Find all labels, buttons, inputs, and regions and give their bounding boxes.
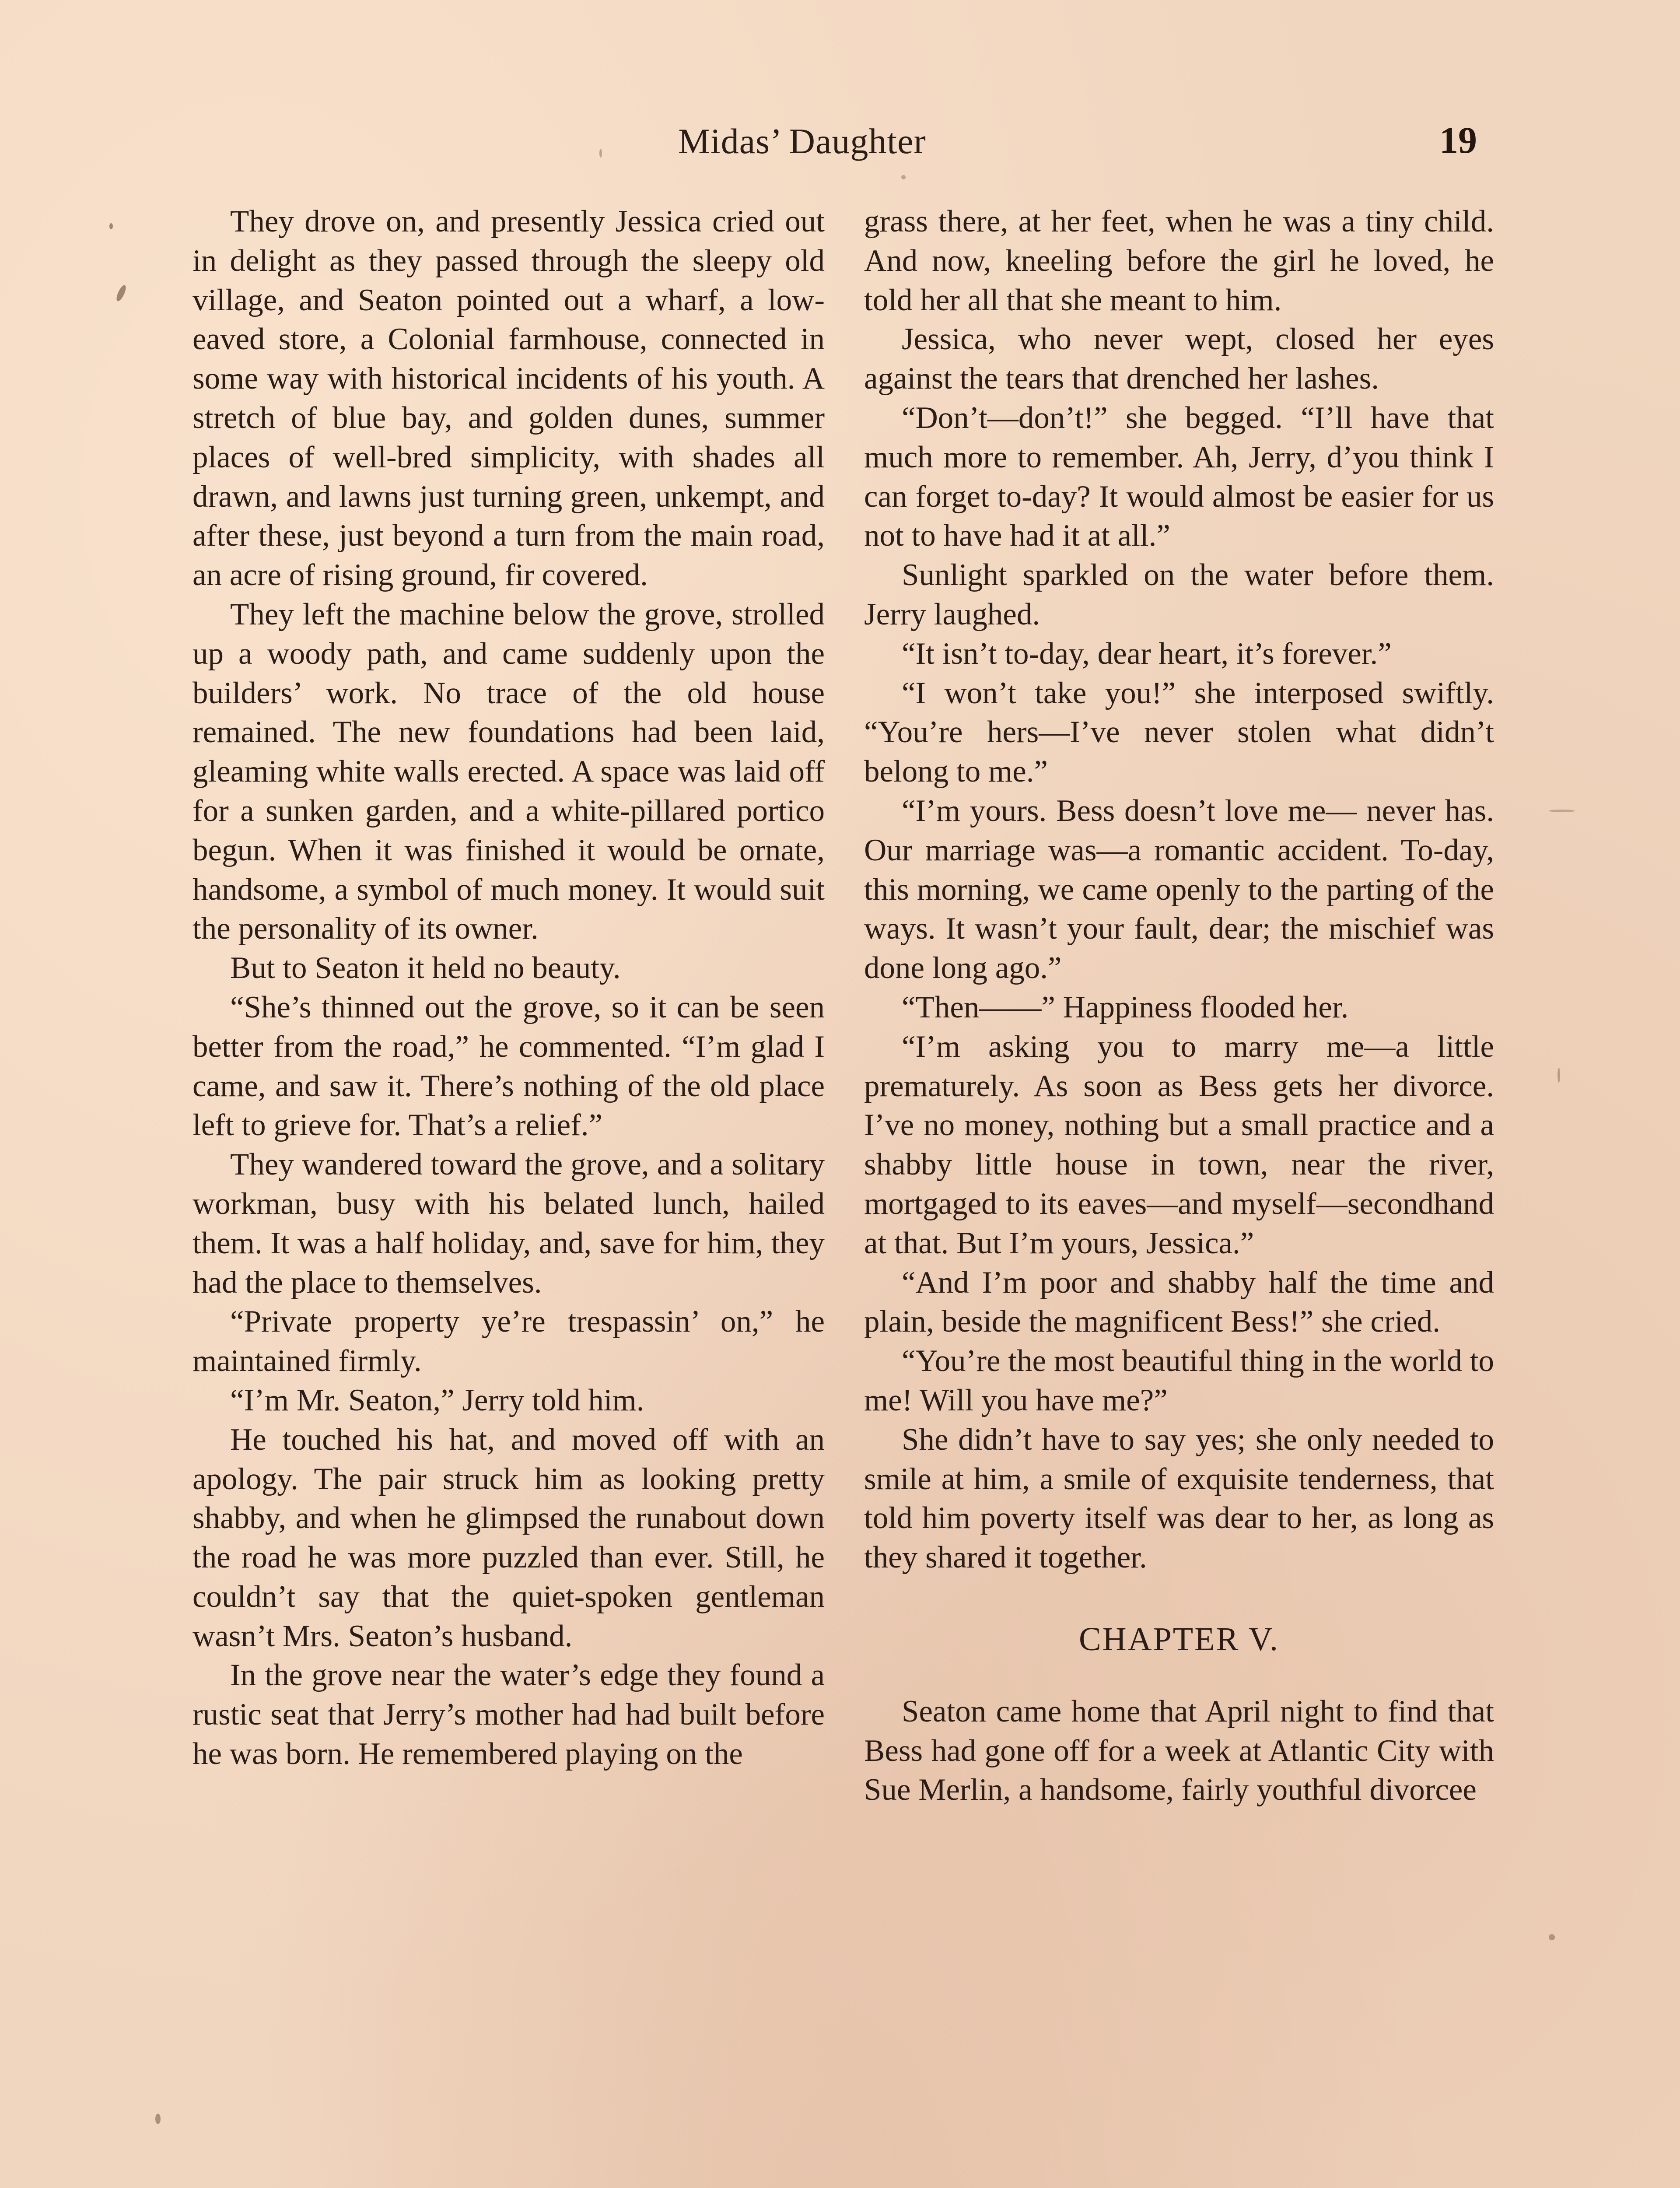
paragraph: But to Seaton it held no beauty. bbox=[230, 951, 621, 985]
paragraph: “And I’m poor and shabby half the time and plain, beside the magnificent Bess!” she cried. bbox=[864, 1265, 1494, 1339]
paragraph: “Private property ye’re trespassin’ on,” he maintained firmly. bbox=[192, 1304, 825, 1378]
paragraph: He touched his hat, and moved off with an apology. The pair struck him as looking pretty shabby, and when he glimpsed the runabout down the road he was more puzzled than ever. Still, he couldn’t say that the quiet-spoken gentleman wasn’t Mrs. Seaton’s husband. bbox=[192, 1422, 825, 1653]
paper-speck bbox=[155, 2114, 161, 2124]
paragraph: “She’s thinned out the grove, so it can be seen better from the road,” he commented. “I’m glad I came, and saw it. There’s nothing of the old place left to grieve for. That’s a relief.” bbox=[192, 990, 825, 1143]
paragraph: Seaton came home that April night to find that Bess had gone off for a week at Atlantic City with Sue Merlin, a handsome, fairly youthful divorcee bbox=[864, 1694, 1494, 1807]
paragraph: They wandered toward the grove, and a solitary workman, busy with his belated lunch, hailed them. It was a half holiday, and, save for him, they had the place to themselves. bbox=[192, 1147, 825, 1300]
paper-speck bbox=[1549, 1934, 1555, 1940]
paragraph: She didn’t have to say yes; she only needed to smile at him, a smile of exquisite tenderness, that told him poverty itself was dear to her, as long as they shared it together. bbox=[864, 1422, 1494, 1575]
paragraph: “I’m Mr. Seaton,” Jerry told him. bbox=[230, 1383, 644, 1417]
paragraph: “You’re the most beautiful thing in the world to me! Will you have me?” bbox=[864, 1344, 1494, 1417]
paragraph: “I’m yours. Bess doesn’t love me— never has. Our marriage was—a romantic accident. To-day, this morning, we came openly to the parting of the ways. It wasn’t your fault, dear; the mischief was done long ago.” bbox=[864, 793, 1494, 985]
paragraph: “It isn’t to-day, dear heart, it’s forever.” bbox=[902, 636, 1392, 671]
paragraph: They left the machine below the grove, strolled up a woody path, and came suddenly upon the builders’ work. No trace of the old house remained. The new foundations had been laid, gleaming white walls erected. A space was laid off for a sunken garden, and a white-pillared portico begun. When it was finished it would be ornate, handsome, a symbol of much money. It would suit the personality of its owner. bbox=[192, 597, 825, 946]
paper-speck bbox=[1558, 1068, 1560, 1083]
paragraph: Jessica, who never wept, closed her eyes against the tears that drenched her lashes. bbox=[864, 322, 1494, 396]
paper-speck bbox=[599, 149, 602, 158]
paragraph: “Then——” Happiness flooded her. bbox=[902, 990, 1349, 1024]
paragraph: They drove on, and presently Jessica cried out in delight as they passed through the sleepy old village, and Seaton pointed out a wharf, a low-eaved store, a Colonial farmhouse, connected in some way with historical incidents of his youth. A stretch of blue bay, and golden dunes, summer places of well-bred simplicity, with shades all drawn, and lawns just turning green, unkempt, and after these, just beyond a turn from the main road, an acre of rising ground, fir covered. bbox=[192, 204, 825, 593]
left-column bbox=[192, 202, 825, 1774]
paragraph-continued: grass there, at her feet, when he was a tiny child. And now, kneeling before the girl he loved, he told her all that she meant to him. bbox=[864, 204, 1494, 317]
page-number: 19 bbox=[1439, 119, 1477, 161]
chapter-heading: CHAPTER V. bbox=[1079, 1620, 1279, 1658]
right-column bbox=[864, 202, 1494, 1810]
running-title: Midas’ Daughter bbox=[678, 121, 926, 161]
paragraph: “Don’t—don’t!” she begged. “I’ll have that much more to remember. Ah, Jerry, d’you think I can forget to-day? It would almost be easier for us not to have had it at all.” bbox=[864, 400, 1494, 553]
paragraph: “I’m asking you to marry me—a little prematurely. As soon as Bess gets her divorce. I’ve no money, nothing but a small practice and a shabby little house in town, near the river, mortgaged to its eaves—and myself—secondhand at that. But I’m yours, Jessica.” bbox=[864, 1029, 1494, 1260]
paper-speck bbox=[1549, 810, 1575, 812]
paragraph: “I won’t take you!” she interposed swiftly. “You’re hers—I’ve never stolen what didn’t belong to me.” bbox=[864, 676, 1494, 789]
paragraph: Sunlight sparkled on the water before them. Jerry laughed. bbox=[864, 558, 1494, 631]
paper-speck bbox=[901, 175, 906, 179]
paper-speck bbox=[115, 284, 128, 302]
paper-speck bbox=[109, 223, 113, 229]
paragraph: In the grove near the water’s edge they found a rustic seat that Jerry’s mother had had built before he was born. He remembered playing on the bbox=[192, 1658, 825, 1771]
